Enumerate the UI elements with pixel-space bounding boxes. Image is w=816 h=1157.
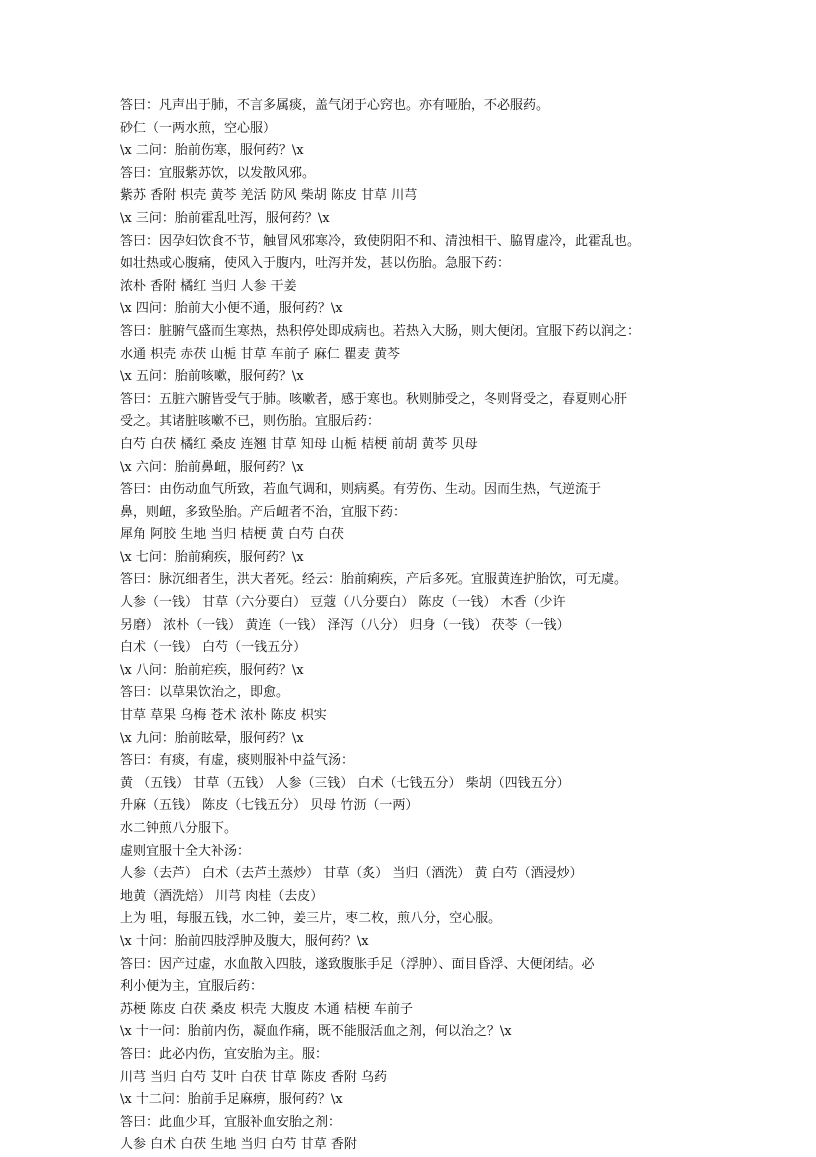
answer-9-text-cont: 虚则宜服十全大补汤： [120, 843, 251, 859]
answer-3-text: 答曰：因孕妇饮食不节，触冒风邪寒冷，致使阴阳不和、清浊相干、脇胃虚冷，此霍乱也。 [120, 233, 641, 249]
prescription-9b-instructions: 上为 咀，每服五钱，水二钟，姜三片，枣二枚，煎八分，空心服。 [120, 911, 502, 927]
answer-5-text: 答曰：五脏六腑皆受气于肺。咳嗽者，感于寒也。秋则肺受之，冬则肾受之，春夏则心肝 [120, 391, 628, 407]
answer-4-text: 答曰：脏腑气盛而生寒热，热积停处即成病也。若热入大肠，则大便闭。宜服下药以润之： [120, 323, 641, 339]
prescription-8: 甘草 草果 乌梅 苍术 浓朴 陈皮 枳实 [120, 708, 327, 724]
answer-10-text: 答曰：因产过虚，水血散入四肢，遂致腹胀手足（浮肿）、面目昏浮、大便闭结。必 [120, 956, 595, 972]
prescription-4: 水通 枳壳 赤茯 山栀 甘草 车前子 麻仁 瞿麦 黄芩 [120, 346, 401, 362]
answer-1-text: 答曰：凡声出于肺，不言多属痰，盖气闭于心窍也。亦有哑胎，不必服药。 [120, 98, 550, 113]
question-7-heading: \x 七问：胎前痢疾，服何药？\x [120, 549, 304, 565]
answer-10-text-cont: 利小便为主，宜服后药： [120, 979, 264, 995]
prescription-10: 苏梗 陈皮 白茯 桑皮 枳壳 大腹皮 木通 桔梗 车前子 [120, 1001, 414, 1017]
prescription-9a-cont: 升麻（五钱） 陈皮（七钱五分） 贝母 竹沥（一两） [120, 798, 419, 814]
answer-6-text-cont: 鼻，则衄，多致坠胎。产后衄者不治，宜服下药： [120, 504, 407, 520]
answer-2-text: 答曰：宜服紫苏饮，以发散风邪。 [120, 165, 316, 181]
prescription-11: 川芎 当归 白芍 艾叶 白茯 甘草 陈皮 香附 乌药 [120, 1069, 388, 1085]
answer-7-text: 答曰：脉沉细者生，洪大者死。经云：胎前痢疾，产后多死。宜服黄连护胎饮，可无虞。 [120, 572, 628, 588]
prescription-9a: 黄 （五钱） 甘草（五钱） 人参（三钱） 白术（七钱五分） 柴胡（四钱五分） [120, 775, 570, 791]
question-12-heading: \x 十二问：胎前手足麻痹，服何药？\x [120, 1092, 343, 1108]
question-9-heading: \x 九问：胎前眩晕，服何药？\x [120, 730, 304, 746]
prescription-1: 砂仁（一两水煎，空心服） [120, 120, 277, 136]
prescription-7-cont-2: 白术（一钱） 白芍（一钱五分） [120, 640, 307, 656]
answer-11-text: 答曰：此必内伤，宜安胎为主。服： [120, 1046, 329, 1062]
question-11-heading: \x 十一问：胎前内伤，凝血作痛，既不能服活血之剂，何以治之？\x [120, 1024, 512, 1040]
answer-5-text-cont: 受之。其诸脏咳嗽不已，则伤胎。宜服后药： [120, 414, 381, 430]
question-6-heading: \x 六问：胎前鼻衄，服何药？\x [120, 459, 304, 475]
prescription-3: 浓朴 香附 橘红 当归 人参 干姜 [120, 278, 297, 294]
answer-9-text: 答曰：有痰，有虚，痰则服补中益气汤： [120, 753, 355, 769]
prescription-12: 人参 白术 白茯 生地 当归 白芍 甘草 香附 [120, 1137, 357, 1153]
prescription-2: 紫苏 香附 枳壳 黄芩 羌活 防风 柴胡 陈皮 甘草 川芎 [120, 188, 418, 204]
prescription-7: 人参（一钱） 甘草（六分要白） 豆蔻（八分要白） 陈皮（一钱） 木香（少许 [120, 595, 566, 611]
answer-3-text-cont: 如壮热或心腹痛，使风入于腹内，吐泻并发，甚以伤胎。急服下药： [120, 256, 511, 272]
answer-6-text: 答曰：由伤动血气所致，若血气调和，则病奚。有劳伤、生动。因而生热，气逆流于 [120, 482, 602, 498]
prescription-5: 白芍 白茯 橘红 桑皮 连翘 甘草 知母 山栀 桔梗 前胡 黄芩 贝母 [120, 436, 478, 452]
answer-12-text: 答曰：此血少耳，宜服补血安胎之剂： [120, 1114, 342, 1130]
prescription-6: 犀角 阿胶 生地 当归 桔梗 黄 白芍 白茯 [120, 527, 344, 543]
question-5-heading: \x 五问：胎前咳嗽，服何药？\x [120, 369, 304, 385]
question-3-heading: \x 三问：胎前霍乱吐泻，服何药？\x [120, 210, 330, 226]
question-8-heading: \x 八问：胎前疟疾，服何药？\x [120, 662, 304, 678]
prescription-9b: 人参（去芦） 白术（去芦土蒸炒） 甘草（炙） 当归（酒洗） 黄 白芍（酒浸炒） [120, 866, 583, 882]
question-4-heading: \x 四问：胎前大小便不通，服何药？\x [120, 301, 343, 317]
prescription-9b-cont: 地黄（酒洗焙） 川芎 肉桂（去皮） [120, 888, 324, 904]
question-2-heading: \x 二问：胎前伤寒，服何药？\x [120, 143, 304, 159]
prescription-9a-instructions: 水二钟煎八分服下。 [120, 821, 238, 836]
prescription-7-cont: 另磨） 浓朴（一钱） 黄连（一钱） 泽泻（八分） 归身（一钱） 茯苓（一钱） [120, 617, 570, 633]
question-10-heading: \x 十问：胎前四肢浮肿及腹大，服何药？\x [120, 933, 369, 949]
answer-8-text: 答曰：以草果饮治之，即愈。 [120, 685, 290, 701]
document-page [120, 95, 740, 1157]
